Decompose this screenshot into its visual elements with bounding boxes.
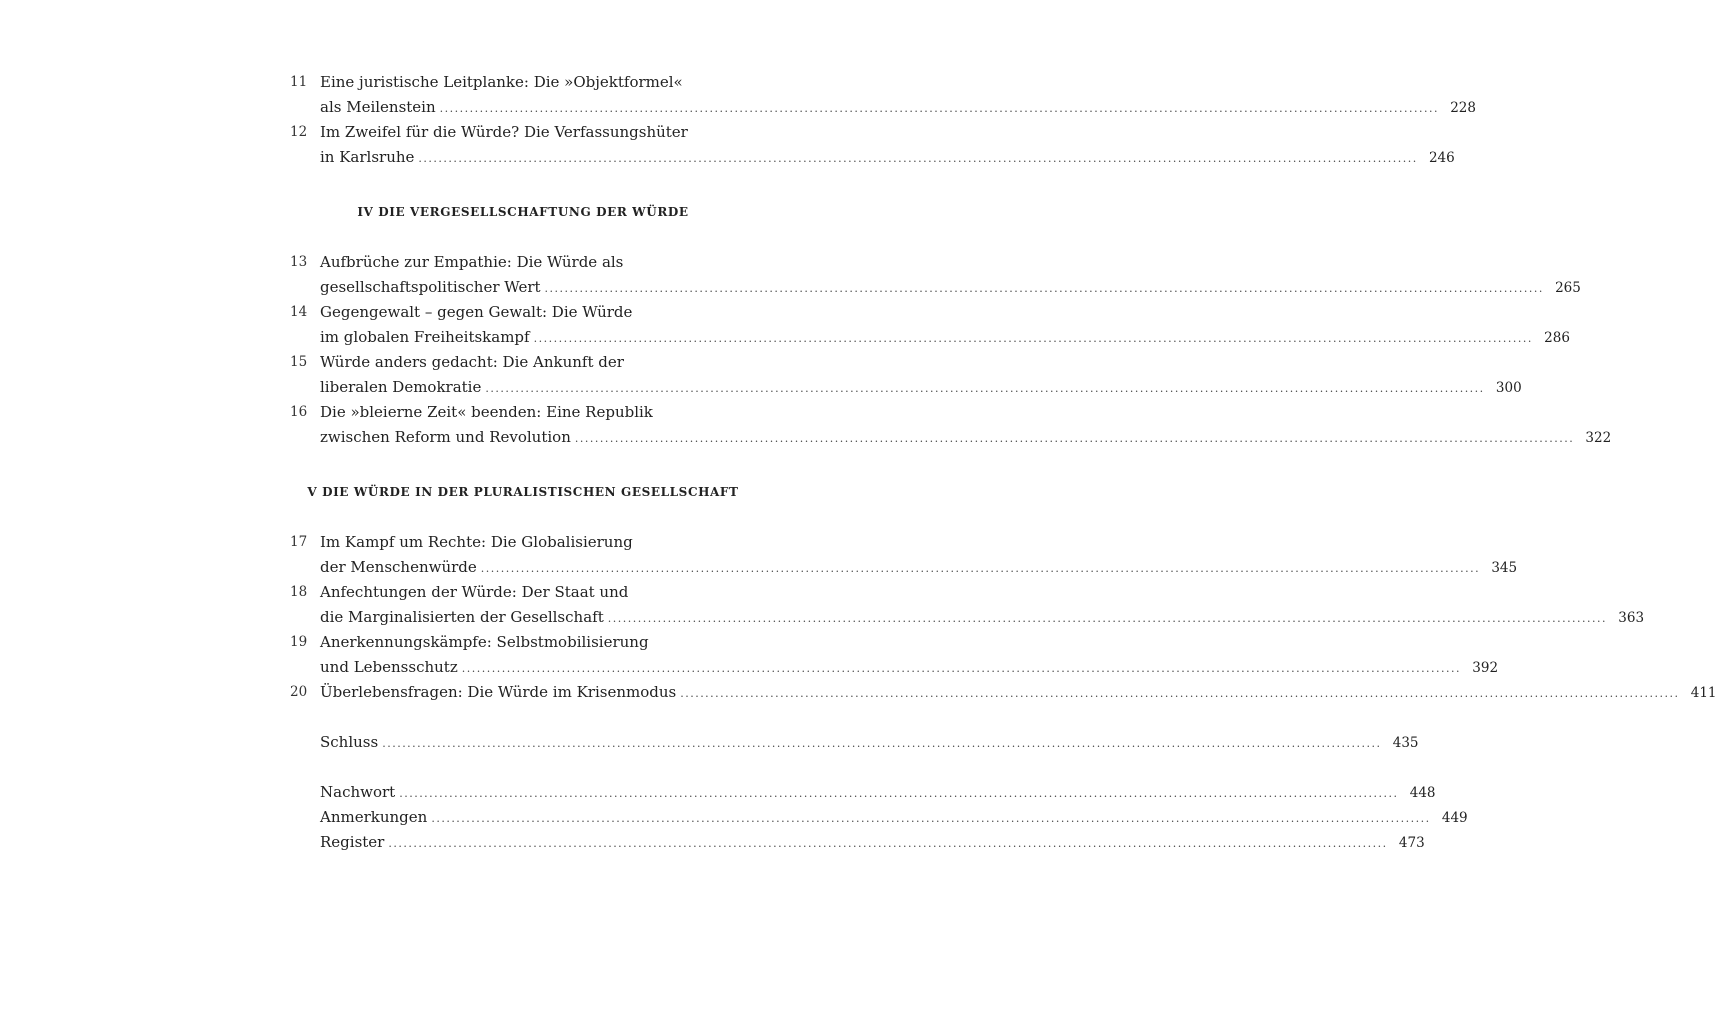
dot-leader: ........................................................................................................................................................................................................	[680, 687, 1680, 700]
chapter-title-line-1: Im Kampf um Rechte: Die Globalisierung	[320, 533, 633, 551]
page-number: 411	[1690, 685, 1717, 701]
chapter-title: Überlebensfragen: Die Würde im Krisenmodus	[320, 683, 677, 701]
chapter-title-line-2: die Marginalisierten der Gesellschaft	[320, 608, 604, 626]
chapter-number: 16	[290, 404, 308, 420]
toc-entry-nachwort	[290, 780, 1436, 805]
page-number: 246	[1428, 150, 1455, 166]
dot-leader: ........................................................................................................................................................................................................	[480, 562, 1481, 575]
page-number: 448	[1409, 785, 1436, 801]
dot-leader: ........................................................................................................................................................................................................	[399, 787, 1399, 800]
chapter-title-line-1: Eine juristische Leitplanke: Die »Objektformel«	[320, 73, 683, 91]
toc-entry	[290, 350, 1522, 400]
page-number: 228	[1450, 100, 1476, 116]
chapter-title-line-1: Anerkennungskämpfe: Selbstmobilisierung	[320, 633, 649, 651]
chapter-number: 11	[290, 74, 308, 90]
toc-entry	[290, 680, 1717, 705]
chapter-number: 12	[290, 124, 308, 140]
toc-entry	[290, 630, 1499, 680]
chapter-title-line-2: liberalen Demokratie	[320, 378, 482, 396]
chapter-number: 15	[290, 354, 308, 370]
dot-leader: ........................................................................................................................................................................................................	[382, 737, 1382, 750]
chapter-title-line-2: gesellschaftspolitischer Wert	[320, 278, 541, 296]
toc-entry	[290, 120, 1455, 170]
chapter-number: 20	[290, 684, 308, 700]
chapter-title-line-2: in Karlsruhe	[320, 148, 415, 166]
chapter-number: 17	[290, 534, 308, 550]
chapter-title-line-1: Aufbrüche zur Empathie: Die Würde als	[320, 253, 624, 271]
toc-entry	[290, 530, 1518, 580]
dot-leader: ........................................................................................................................................................................................................	[431, 812, 1431, 825]
chapter-title-line-2: zwischen Reform und Revolution	[320, 428, 571, 446]
chapter-number: 13	[290, 254, 308, 270]
toc-entry-schluss	[290, 730, 1419, 755]
page-number: 322	[1585, 430, 1612, 446]
dot-leader: ........................................................................................................................................................................................................	[485, 382, 1485, 395]
page-number: 300	[1495, 380, 1522, 396]
back-matter-label: Register	[320, 833, 385, 851]
schluss-label: Schluss	[320, 733, 379, 751]
back-matter-label: Anmerkungen	[320, 808, 428, 826]
page-number: 345	[1491, 560, 1518, 576]
chapter-number: 14	[290, 304, 308, 320]
chapter-title-line-1: Gegengewalt – gegen Gewalt: Die Würde	[320, 303, 633, 321]
chapter-title-line-2: und Lebensschutz	[320, 658, 458, 676]
dot-leader: ........................................................................................................................................................................................................	[418, 152, 1418, 165]
dot-leader: ........................................................................................................................................................................................................	[461, 662, 1462, 675]
chapter-title-line-1: Anfechtungen der Würde: Der Staat und	[320, 583, 629, 601]
chapter-title-line-2: der Menschenwürde	[320, 558, 477, 576]
toc-entry	[290, 300, 1570, 350]
table-of-contents	[290, 70, 1717, 855]
chapter-title-line-1: Im Zweifel für die Würde? Die Verfassungshüter	[320, 123, 688, 141]
chapter-number: 18	[290, 584, 308, 600]
page-number: 265	[1555, 280, 1581, 296]
toc-entry	[290, 250, 1581, 300]
dot-leader: ........................................................................................................................................................................................................	[607, 612, 1608, 625]
dot-leader: ........................................................................................................................................................................................................	[533, 332, 1533, 345]
section-heading-v: V DIE WÜRDE IN DER PLURALISTISCHEN GESELLSCHAFT	[307, 485, 739, 499]
dot-leader: ........................................................................................................................................................................................................	[388, 837, 1388, 850]
chapter-title-line-1: Würde anders gedacht: Die Ankunft der	[320, 353, 624, 371]
toc-entry	[290, 580, 1645, 630]
page-number: 363	[1618, 610, 1645, 626]
dot-leader: ........................................................................................................................................................................................................	[574, 432, 1575, 445]
page-number: 449	[1441, 810, 1468, 826]
dot-leader: ........................................................................................................................................................................................................	[439, 102, 1439, 115]
toc-entry	[290, 70, 1476, 120]
dot-leader: ........................................................................................................................................................................................................	[544, 282, 1544, 295]
chapter-number: 19	[290, 634, 308, 650]
toc-entry-anmerkungen	[290, 805, 1468, 830]
page-number: 435	[1392, 735, 1419, 751]
page-number: 473	[1398, 835, 1425, 851]
toc-entry	[290, 400, 1612, 450]
back-matter-label: Nachwort	[320, 783, 396, 801]
chapter-title-line-2: im globalen Freiheitskampf	[320, 328, 530, 346]
section-heading-iv: IV DIE VERGESELLSCHAFTUNG DER WÜRDE	[357, 205, 689, 219]
chapter-title-line-2: als Meilenstein	[320, 98, 436, 116]
page-number: 286	[1544, 330, 1570, 346]
chapter-title-line-1: Die »bleierne Zeit« beenden: Eine Republik	[320, 403, 653, 421]
toc-entry-register	[290, 830, 1425, 855]
page-number: 392	[1472, 660, 1499, 676]
